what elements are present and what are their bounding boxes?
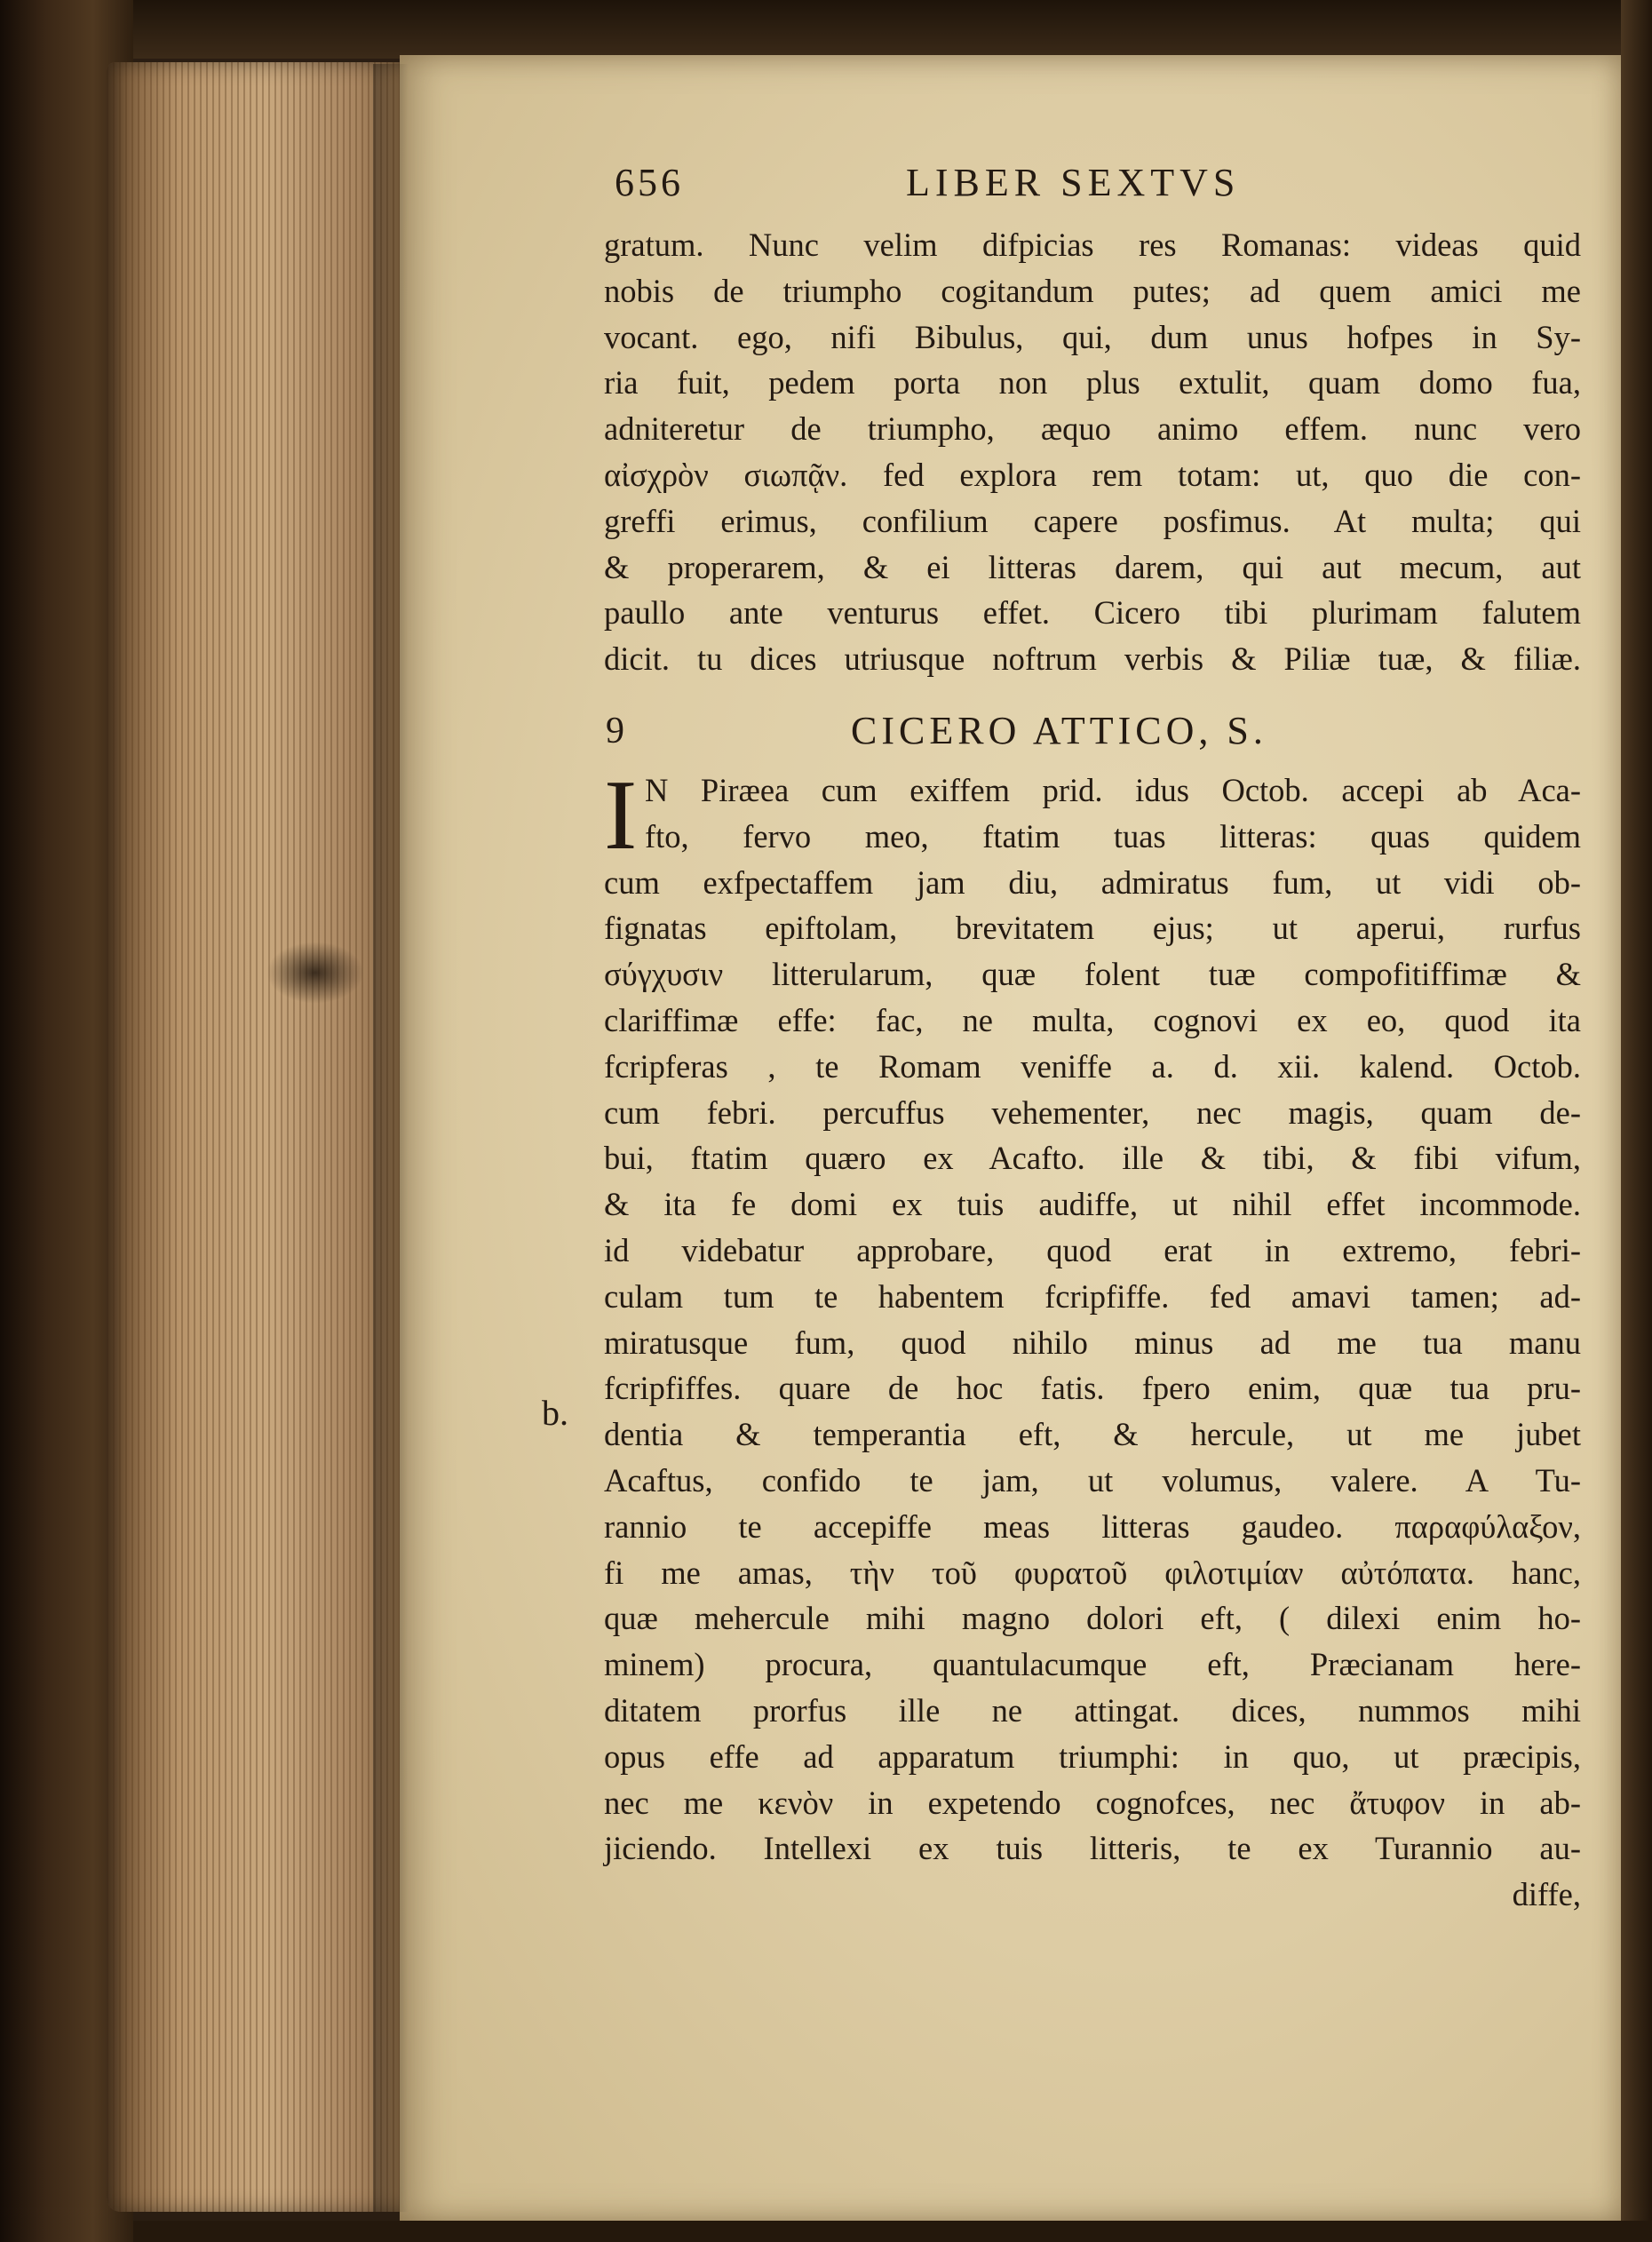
text-line: paullo ante venturus effet. Cicero tibi plurimam falutem — [604, 594, 1581, 632]
text-line: jiciendo. Intellexi ex tuis litteris, te ex Turannio au- — [604, 1830, 1581, 1867]
text-line: nobis de triumpho cogitandum putes; ad quem amici me — [604, 272, 1581, 309]
catchword: diffe, — [1512, 1876, 1581, 1913]
text-line: N Piræea cum exiffem prid. idus Octob. accepi ab Aca- — [645, 771, 1581, 808]
text-line: fcripferas , te Romam veniffe a. d. xii. kalend. Octob. — [604, 1047, 1581, 1085]
text-line: ria fuit, pedem porta non plus extulit, quam domo fua, — [604, 364, 1581, 401]
text-line: adniteretur de triumpho, æquo animo effem. nunc vero — [604, 410, 1581, 448]
text-line: σύγχυσιν litterularum, quæ folent tuæ compofitiffimæ & — [604, 956, 1581, 993]
page-edges — [107, 62, 400, 2212]
text-line: quæ mehercule mihi magno dolori eft, ( dilexi enim ho- — [604, 1600, 1581, 1637]
text-line: fto, fervo meo, ftatim tuas litteras: quas quidem — [645, 817, 1581, 855]
text-block — [604, 160, 1581, 1918]
letter-heading — [604, 695, 1581, 767]
gutter-shadow — [373, 64, 409, 2212]
text-line: id videbatur approbare, quod erat in extremo, febri- — [604, 1231, 1581, 1268]
right-edge — [1621, 0, 1652, 2242]
text-line: opus effe ad apparatum triumphi: in quo, ut præcipis, — [604, 1737, 1581, 1775]
page-number: 656 — [615, 161, 684, 204]
drop-cap: I — [604, 759, 638, 871]
margin-marker: b. — [542, 1393, 568, 1433]
letter-opening — [604, 759, 1581, 871]
running-head: LIBER SEXTVS — [906, 161, 1241, 204]
edge-stain — [266, 942, 364, 1004]
text-line: minem) procura, quantulacumque eft, Præcianam here- — [604, 1646, 1581, 1683]
text-line: cum exfpectaffem jam diu, admiratus fum, ut vidi ob- — [604, 863, 1581, 901]
text-line: ditatem prorfus ille ne attingat. dices, nummos mihi — [604, 1691, 1581, 1729]
text-line: greffi erimus, confilium capere posfimus. At multa; qui — [604, 502, 1581, 539]
paragraph-continued — [604, 222, 1581, 682]
text-line: fcripfiffes. quare de hoc fatis. fpero enim, quæ tua pru- — [604, 1370, 1581, 1407]
text-line: clariffimæ effe: fac, ne multa, cognovi ex eo, quod ita — [604, 1001, 1581, 1038]
text-line: gratum. Nunc velim difpicias res Romanas: videas quid — [604, 227, 1581, 263]
text-line: Acaftus, confido te jam, ut volumus, valere. A Tu- — [604, 1461, 1581, 1499]
text-line: culam tum te habentem fcripfiffe. fed amavi tamen; ad- — [604, 1277, 1581, 1315]
text-line: dicit. tu dices utriusque noftrum verbis & Piliæ tuæ, & filiæ. — [604, 640, 1581, 678]
bottom-background — [133, 2221, 1652, 2242]
text-line: rannio te accepiffe meas litteras gaudeo. παραφύλαξον, — [604, 1507, 1581, 1545]
text-line: bui, ftatim quæro ex Acafto. ille & tibi, & fibi vifum, — [604, 1140, 1581, 1177]
text-line: & ita fe domi ex tuis audiffe, ut nihil effet incommode. — [604, 1186, 1581, 1223]
drop-cap-lines — [604, 759, 1581, 871]
text-line: vocant. ego, nifi Bibulus, qui, dum unus hofpes in Sy- — [604, 318, 1581, 355]
page-header — [604, 160, 1581, 222]
text-line: fi me amas, τὴν τοῦ φυρατοῦ φιλοτιμίαν αὐτόπατα. hanc, — [604, 1554, 1581, 1591]
letter-body — [604, 860, 1581, 1872]
text-line: miratusque fum, quod nihilo minus ad me tua manu — [604, 1324, 1581, 1361]
text-line: & properarem, & ei litteras darem, qui aut mecum, aut — [604, 548, 1581, 585]
letter-number: 9 — [606, 710, 624, 751]
top-background — [133, 0, 1652, 59]
text-line: αἰσχρὸν σιωπᾷν. fed explora rem totam: ut, quo die con- — [604, 456, 1581, 493]
letter-title: CICERO ATTICO, S. — [851, 708, 1267, 752]
text-line: dentia & temperantia eft, & hercule, ut me jubet — [604, 1416, 1581, 1453]
text-line: cum febri. percuffus vehementer, nec magis, quam de- — [604, 1093, 1581, 1131]
text-line: fignatas epiftolam, brevitatem ejus; ut aperui, rurfus — [604, 910, 1581, 947]
text-line: nec me κενὸν in expetendo cognofces, nec ἄτυφον in ab- — [604, 1784, 1581, 1821]
